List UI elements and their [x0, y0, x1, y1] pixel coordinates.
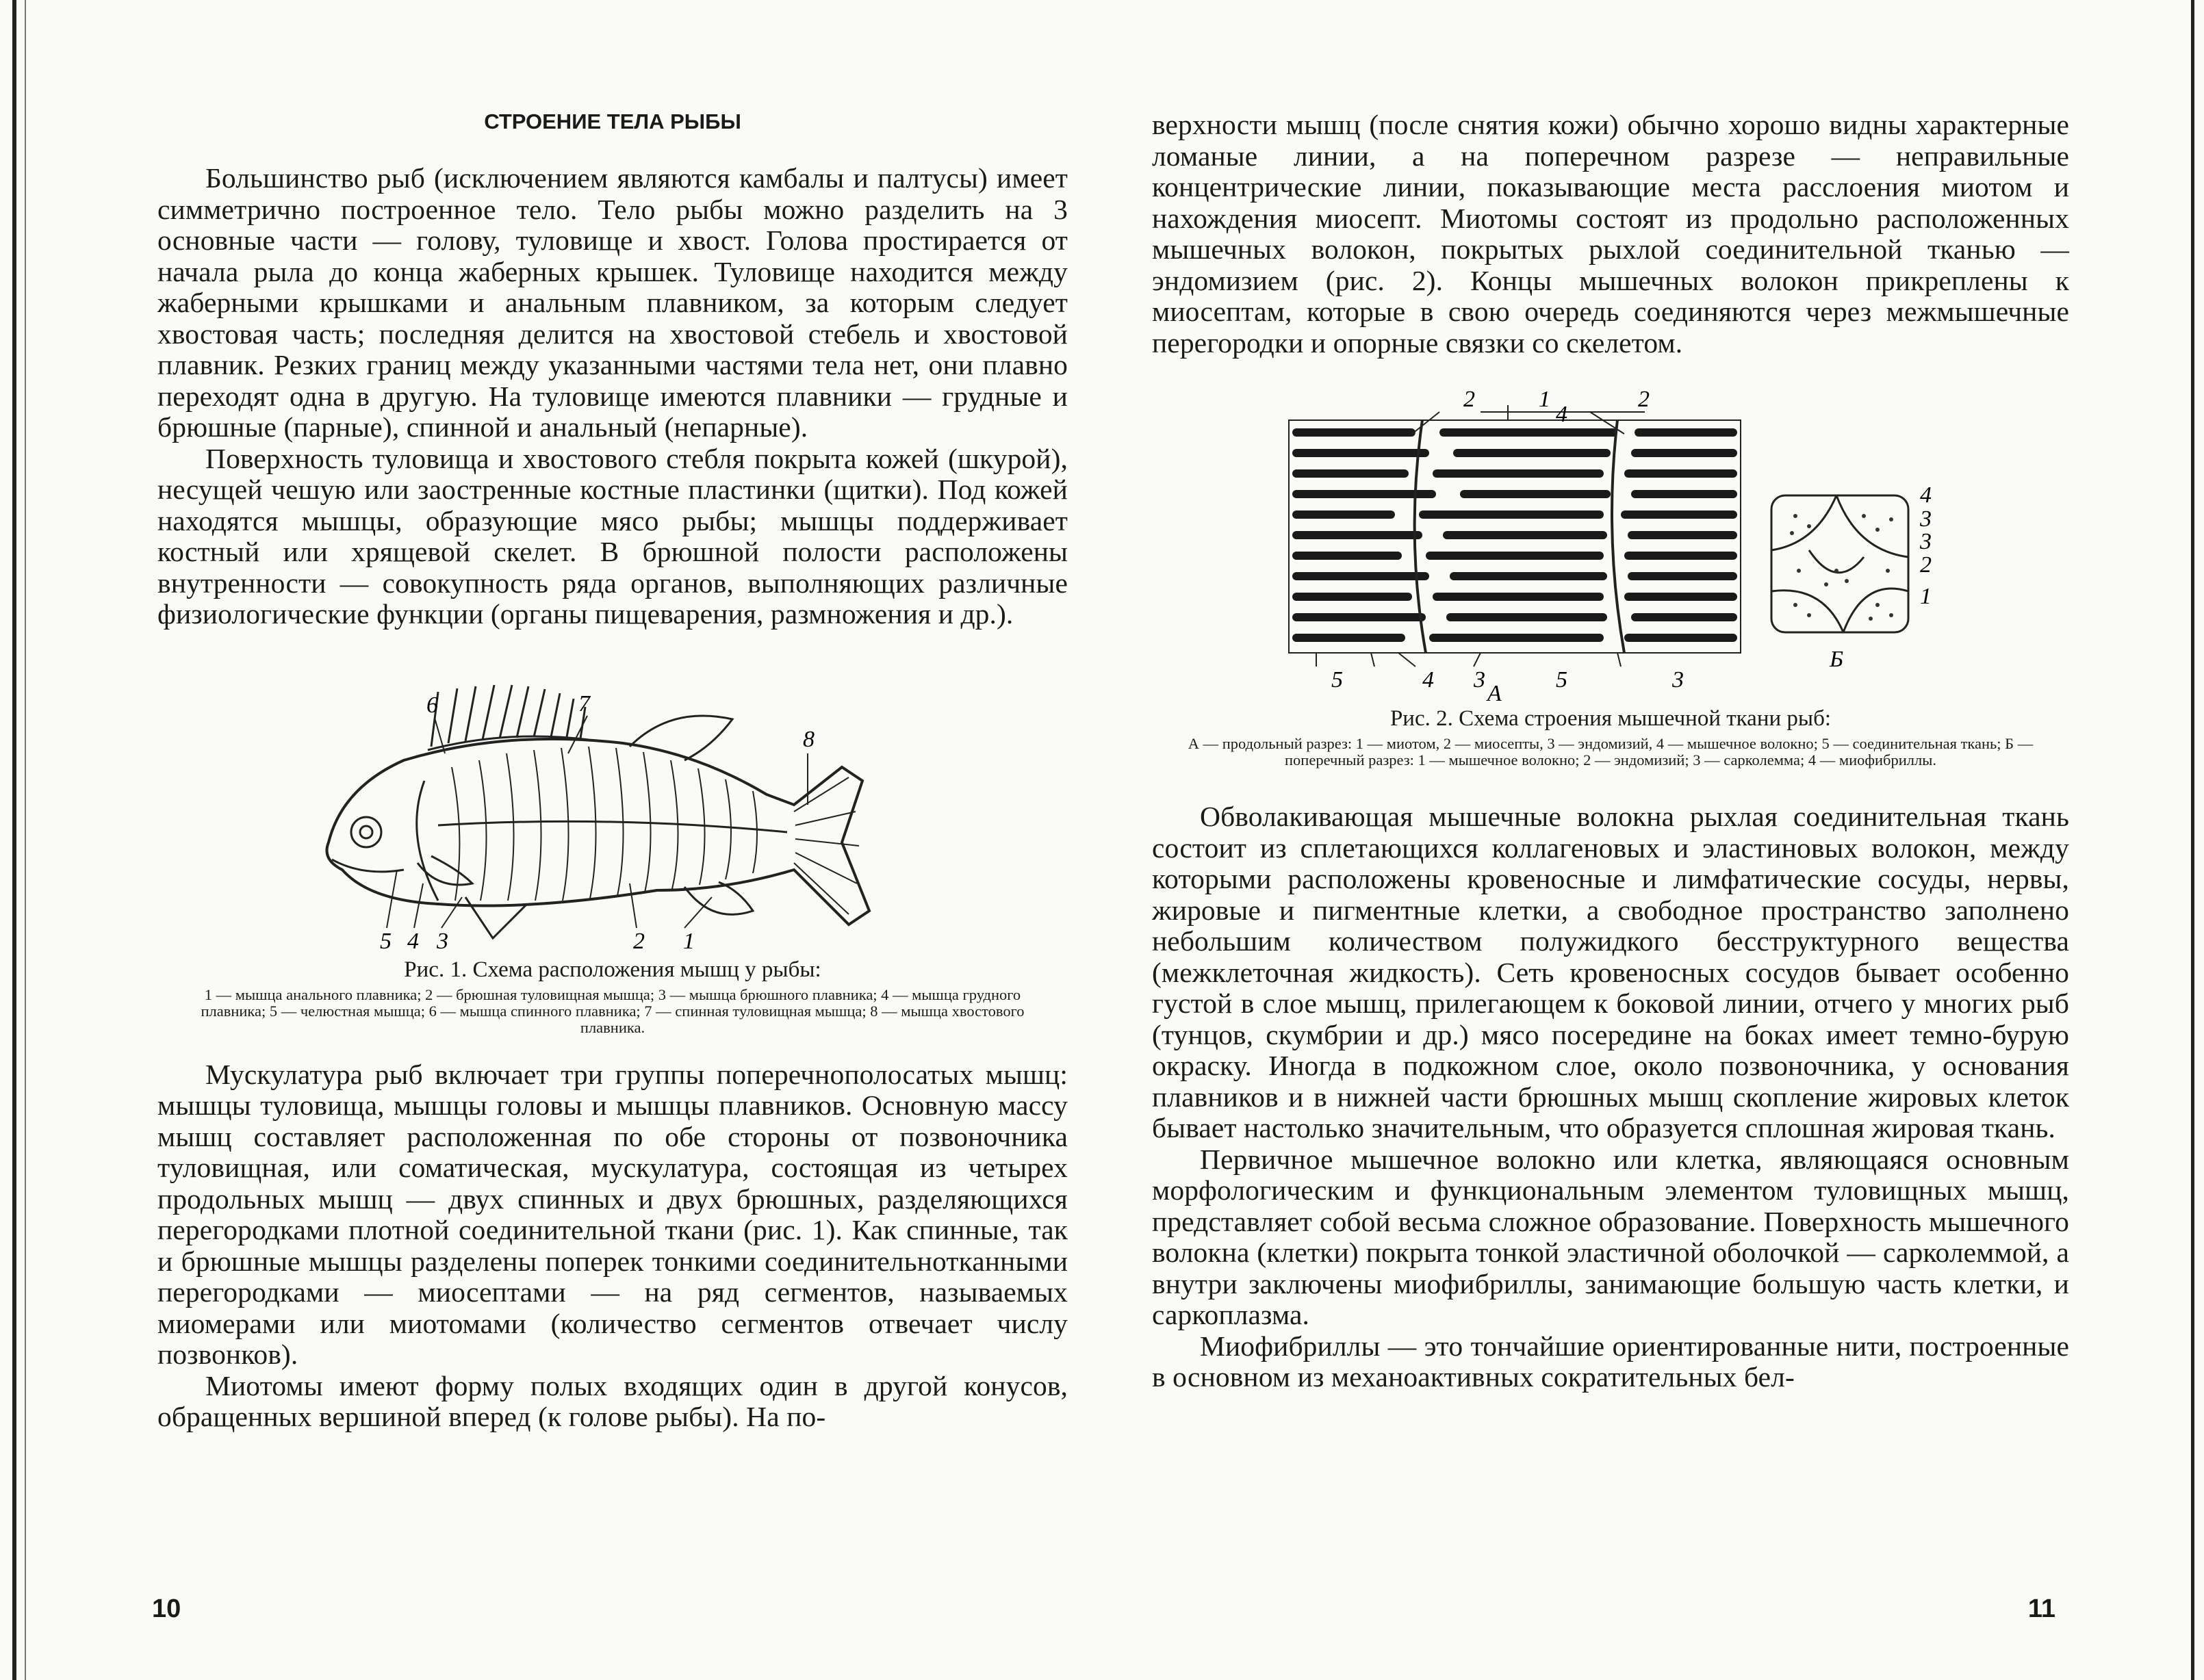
fig2-label-top-2a: 2	[1463, 387, 1475, 412]
fig2-b-label-3b: 3	[1920, 529, 1932, 554]
fig1-label-1: 1	[683, 928, 695, 952]
right-paragraph-3: Первичное мышечное волокно или клетка, являющаяся основным морфологическим и функциональным элементом туловищных мышц, представляет собой весьма сложное образование. Поверхность мышечного волокна (клетки) покрыта тонкой эластичной оболочкой — сарколеммой, а внутри заключены миофибриллы, занимающие большую часть клетки, и саркоплазма.	[1152, 1143, 2069, 1330]
left-paragraph-3: Мускулатура рыб включает три группы поперечнополосатых мышц: мышцы туловища, мышцы головы и мышцы плавников. Основную массу мышц составляет расположенная по обе стороны от позвоночника туловищная, или соматическая, мускулатура, состоящая из четырех продольных мышц — двух спинных и двух брюшных, разделяющихся перегородками плотной соединительной ткани (рис. 1). Как спинные, так и брюшные мышцы разделены поперек тонкими соединительнотканными перегородками — миосептами — на ряд сегментов, называемых миомерами или миотомами (количество сегментов отвечает числу позвонков).	[157, 1058, 1068, 1370]
fig2-label-bottom-4: 4	[1422, 667, 1434, 693]
fig1-label-5: 5	[380, 928, 392, 952]
fig2-label-top-4: 4	[1556, 402, 1567, 427]
page-number-right: 11	[2027, 1594, 2055, 1623]
fig2-b-label-4: 4	[1920, 482, 1932, 508]
left-paragraph-1: Большинство рыб (исключением являются камбалы и палтусы) имеет симметрично построенное тело. Тело рыбы можно разделить на 3 основные части — голову, туловище и хвост. Голова простирается от начала рыла до конца жаберных крышек. Туловище находится между жаберными крышками и анальным плавником, за которым следует хвостовая часть; последняя делится на хвостовой стебель и хвостовой плавник. Резких границ между указанными частями тела нет, они плавно переходят одна в другую. На туловище имеются плавники — грудные и брюшные (парные), спинной и анальный (непарные).	[157, 162, 1068, 443]
fig2-label-B: Б	[1830, 647, 1844, 672]
left-paragraph-2: Поверхность туловища и хвостового стебля покрыта кожей (шкурой), несущей чешую или заостренные костные пластинки (щитки). Под кожей находятся мышцы, образующие мясо рыбы; мышцы поддерживает костный или хрящевой скелет. В брюшной полости расположены внутренности — совокупность ряда органов, выполняющих различные физиологические функции (органы пищеварения, размножения и др.).	[157, 442, 1068, 630]
page-edge-left-inner	[25, 0, 26, 1680]
right-paragraph-2: Обволакивающая мышечные волокна рыхлая соединительная ткань состоит из сплетающихся коллагеновых и эластиновых волокон, между которыми расположены кровеносные и лимфатические сосуды, нервы, жировые и пигментные клетки, а свободное пространство заполнено небольшим количеством полужидкого бесструктурного вещества (межклеточная жидкость). Сеть кровеносных сосудов бывает особенно густой в слое мышц, прилегающем к боковой линии, отчего у многих рыб (тунцов, скумбрии и др.) мясо посередине на боках имеет темно-бурую окраску. Иногда в подкожном слое, около позвоночника, у основания плавников и в нижней части брюшных мышц скопление жировых клеток бывает настолько значительным, что образуется сплошная жировая ткань.	[1152, 801, 2069, 1143]
figure-1	[157, 651, 1068, 1036]
fish-muscle-diagram	[157, 651, 1068, 952]
figure-1-legend: 1 — мышца анального плавника; 2 — брюшная туловищная мышца; 3 — мышца брюшного плавника; 4 — мышца грудного плавника; 5 — челюстная мышца; 6 — мышца спинного плавника; 7 — спинная туловищная мышца; 8 — мышца хвостового плавника.	[201, 985, 1025, 1036]
fig1-label-3: 3	[437, 928, 448, 952]
fig2-label-A: А	[1487, 681, 1502, 701]
fig2-b-label-2: 2	[1920, 552, 1932, 578]
muscle-tissue-diagram	[1152, 386, 2069, 701]
page-heading: СТРОЕНИЕ ТЕЛА РЫБЫ	[484, 109, 741, 133]
figure-2-legend: А — продольный разрез: 1 — миотом, 2 — миосепты, 3 — эндомизий, 4 — мышечное волокно; 5 — соединительная ткань; Б — поперечный разрез: 1 — мышечное волокно; 2 — эндомизий; 3 — сарколемма; 4 — миофибриллы.	[1188, 735, 2034, 768]
fig2-label-top-2b: 2	[1638, 387, 1650, 412]
fig1-label-2: 2	[633, 928, 645, 952]
fig2-label-bottom-5b: 5	[1556, 667, 1567, 693]
figure-2	[1152, 386, 2069, 768]
right-page	[1152, 0, 2069, 1680]
figure-1-title: Рис. 1. Схема расположения мышц у рыбы:	[404, 957, 821, 982]
fig2-label-bottom-5a: 5	[1331, 667, 1343, 693]
cross-section	[1771, 495, 1908, 632]
left-paragraph-4: Миотомы имеют форму полых входящих один в другой конусов, обращенных вершиной вперед (к голове рыбы). На по-	[157, 1369, 1068, 1432]
left-page	[152, 0, 1068, 1680]
fig2-b-label-3a: 3	[1920, 506, 1932, 532]
fig2-label-top-1: 1	[1539, 387, 1550, 412]
right-paragraph-4: Миофибриллы — это тончайшие ориентированные нити, построенные в основном из механоактивных сократительных бел-	[1152, 1330, 2069, 1393]
fig2-label-bottom-3a: 3	[1474, 667, 1485, 693]
fig1-label-7: 7	[578, 690, 590, 716]
page-edge-right	[2191, 0, 2194, 1680]
fig2-label-bottom-3b: 3	[1672, 667, 1684, 693]
longitudinal-section	[1289, 405, 1741, 667]
fig1-label-4: 4	[407, 928, 419, 952]
page-edge-left	[12, 0, 16, 1680]
fig1-label-8: 8	[803, 726, 815, 752]
fig1-label-6: 6	[426, 692, 438, 718]
figure-2-title: Рис. 2. Схема строения мышечной ткани рыб:	[1389, 706, 1832, 731]
right-paragraph-1: верхности мышц (после снятия кожи) обычно хорошо видны характерные ломаные линии, а на поперечном разрезе — неправильные концентрические линии, показывающие места расслоения миотом и нахождения миосепт. Миотомы состоят из продольно расположенных мышечных волокон, покрытых рыхлой соединительной тканью — эндомизием (рис. 2). Концы мышечных волокон прикреплены к миосептам, которые в свою очередь соединяются через межмышечные перегородки и опорные связки со скелетом.	[1152, 109, 2069, 359]
page-number-left: 10	[152, 1594, 181, 1623]
fig2-b-label-1: 1	[1920, 584, 1932, 609]
